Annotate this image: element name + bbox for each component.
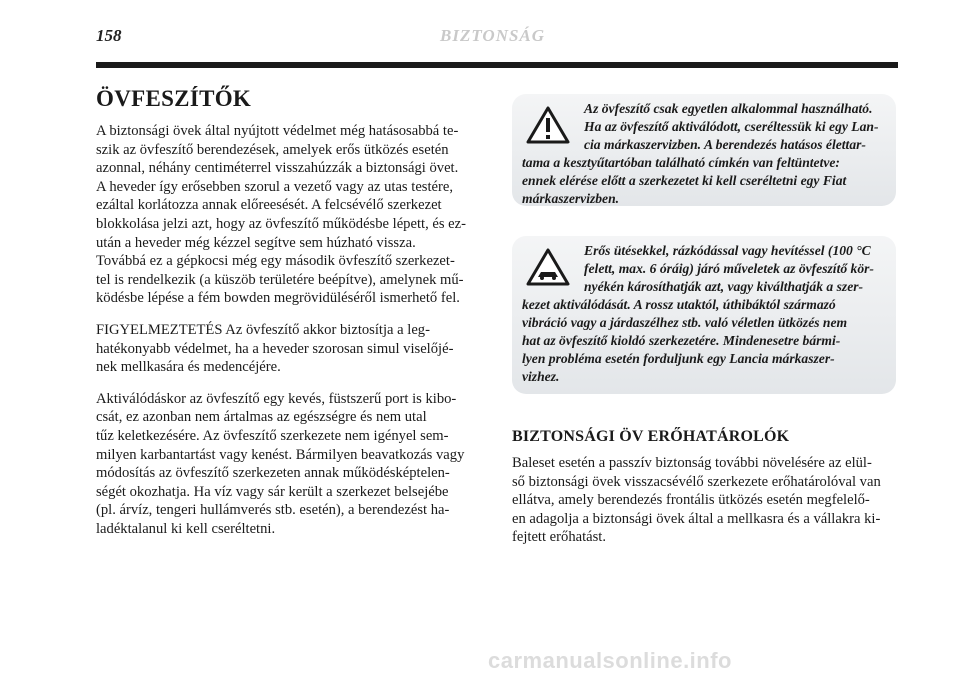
text-line: nek mellkasára és medencéjére. [96,359,281,376]
text-line: A heveder így erősebben szorul a vezető vagy az utas testére, [96,178,453,195]
left-column [96,86,480,551]
header-rule [96,62,898,68]
warning-triangle-car-icon [526,248,578,288]
text-line: ezáltal korlátozza annak előreesését. A felcsévélő szerkezet [96,197,442,214]
text-line: FIGYELMEZTETÉS Az övfeszítő akkor biztosítja a leg- [96,321,430,338]
text-line: tama a kesztyűtartóban található címkén van feltüntetve: [522,155,840,170]
text-line: tűz keletkezésére. Az övfeszítő szerkezete nem igényel sem- [96,427,449,444]
text-line: módosítás az övfeszítő szerkezeten annak működésképtelen- [96,465,450,482]
text-line: nyékén károsíthatják azt, vagy kiválthatják a szer- [584,279,864,294]
text-line: csát, ez azonban nem ártalmas az egészségre és nem utal [96,409,427,426]
text-line: lyen probléma esetén forduljunk egy Lancia márkaszer- [522,351,835,366]
text-line: azonnal, néhány centiméterrel visszahúzzák a biztonsági övet. [96,160,459,177]
paragraph-3 [96,390,480,539]
text-line: Továbbá ez a gépkocsi még egy második övfeszítő szerkezet- [96,253,455,270]
text-line: felett, max. 6 óráig) járó műveletek az övfeszítő kör- [584,261,874,276]
section-title-ovfeszitok: ÖVFESZÍTŐK [96,86,252,111]
text-line: milyen karbantartást vagy kenést. Bármilyen beavatkozás vagy [96,446,465,463]
text-line: ellátva, amely berendezés frontális ütközés esetén megfelelő- [512,492,870,509]
text-line: Baleset esetén a passzív biztonság további növelésére az elül- [512,455,872,471]
text-line: vizhez. [522,369,560,384]
text-line: Erős ütésekkel, rázkódással vagy hevítéssel (100 °C [584,243,871,258]
text-line: hatékonyabb védelmet, ha a heveder szorosan simul viselőjé- [96,340,454,357]
page-number: 158 [96,26,122,45]
text-line: vibráció vagy a járdaszélhez stb. való véletlen ütközés nem [522,315,848,330]
text-line: fejtett erőhatást. [512,529,607,546]
right-column [512,94,896,547]
text-line: Aktiválódáskor az övfeszítő egy kevés, füstszerű port is kibo- [96,390,457,407]
text-line: cia márkaszervizben. A berendezés hatásos élettar- [584,137,866,152]
text-line: ködésbe lépése a fém bowden megrövidüléséről ismerhető fel. [96,290,460,307]
warning-box-2 [512,236,896,394]
paragraph-1 [96,122,480,308]
watermark: carmanualsonline.info [488,648,732,673]
text-line: A biztonsági övek által nyújtott védelmet még hatásosabbá te- [96,123,459,139]
section-title-ero-hatarolok: BIZTONSÁGI ÖV ERŐHATÁROLÓK [512,428,790,445]
text-line: ségét okozhatja. Ha víz vagy sár került a szerkezet belsejébe [96,483,449,500]
text-line: kezet aktiválódását. A rossz utaktól, úthibáktól származó [522,297,836,312]
text-line: hat az övfeszítő kioldó szerkezetére. Mindenesetre bármi- [522,333,841,348]
text-line: tel is rendelkezik (a küszöb területére beépítve), amelynek mű- [96,271,464,288]
text-line: ladéktalanul ki kell cseréltetni. [96,520,276,537]
running-head: BIZTONSÁG [440,26,546,45]
text-line: Ha az övfeszítő aktiválódott, cseréltessük ki egy Lan- [584,119,879,134]
text-line: márkaszervizben. [522,191,620,206]
text-line: en adagolja a biztonsági övek által a mellkasra és a vállakra ki- [512,510,881,527]
warning-triangle-exclamation-icon [526,106,578,146]
text-line: Az övfeszítő csak egyetlen alkalommal használható. [584,101,873,116]
text-line: után a heveder még kézzel segítve sem húzható vissza. [96,234,416,251]
paragraph-right [512,454,896,547]
text-line: ennek elérése előtt a szerkezetet ki kell cseréltetni egy Fiat [522,173,847,188]
text-line: blokkolása jelzi azt, hogy az övfeszítő működésbe lépett, és ez- [96,215,466,232]
text-line: (pl. árvíz, tengeri hullámverés stb. esetén), a berendezést ha- [96,502,450,519]
text-line: szik az övfeszítő berendezések, amelyek erős ütközés esetén [96,141,449,158]
text-line: ső biztonsági övek visszacsévélő szerkezete erőhatárolóval van [512,473,881,490]
paragraph-2 [96,321,480,377]
warning-box-1 [512,94,896,206]
